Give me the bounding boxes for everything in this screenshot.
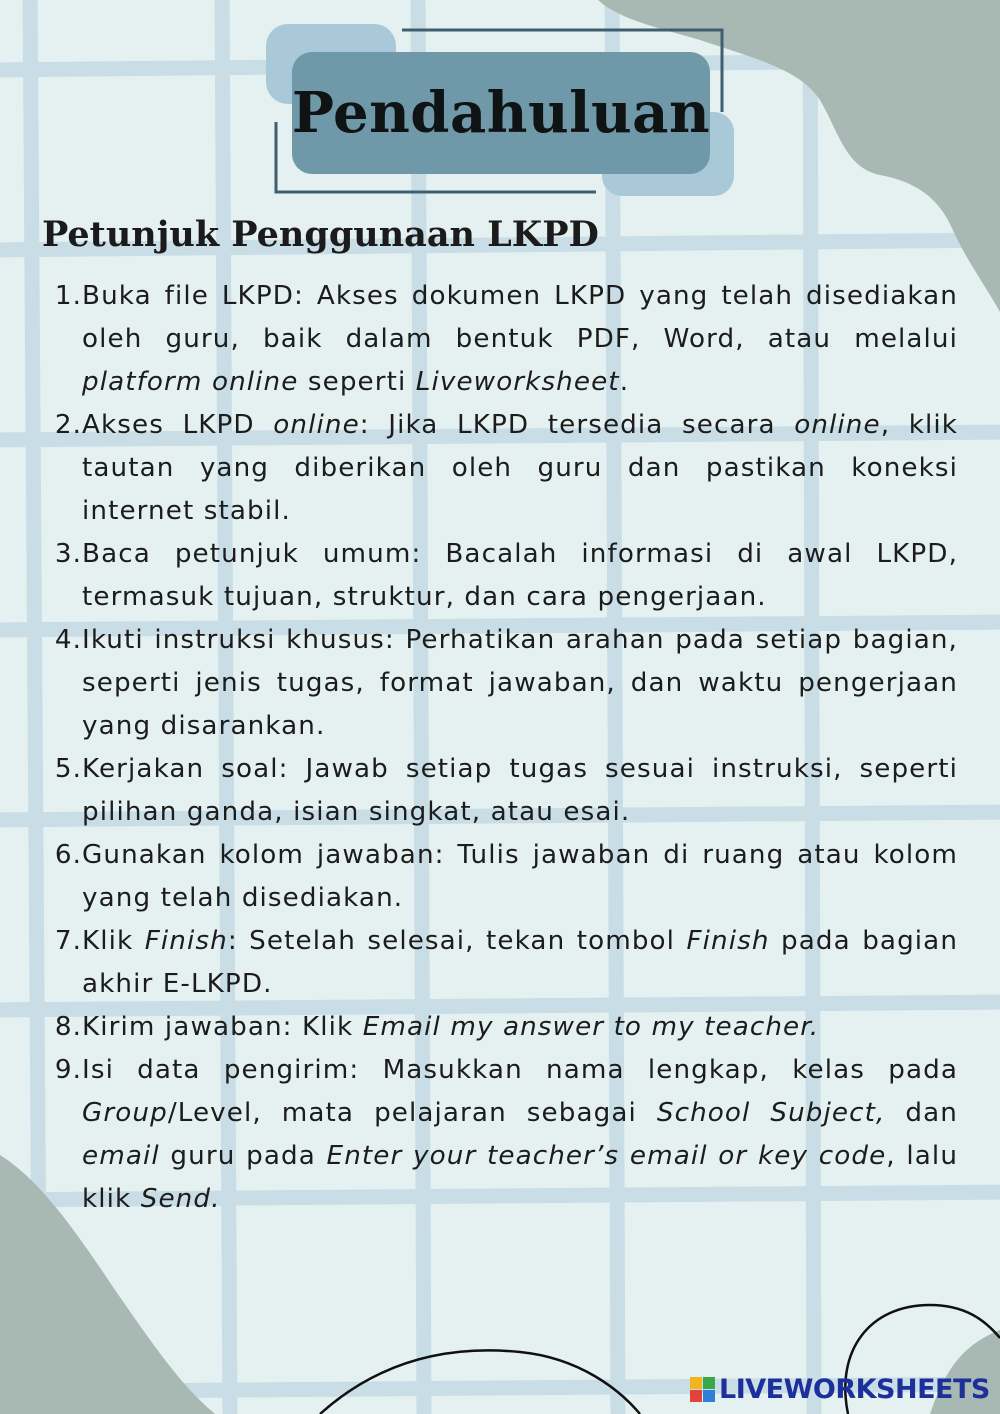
instruction-item xyxy=(46,920,958,1006)
instruction-item xyxy=(46,748,958,834)
section-heading: Petunjuk Penggunaan LKPD xyxy=(42,214,599,255)
instruction-text xyxy=(82,1049,958,1221)
logo-square xyxy=(690,1390,702,1402)
instruction-text xyxy=(82,533,958,619)
instruction-segment: Baca petunjuk umum: Bacalah informasi di awal LKPD, termasuk tujuan, struktur, dan cara pengerjaan. xyxy=(82,539,958,612)
title-banner xyxy=(0,0,1000,220)
instruction-segment: /Level, mata pelajaran sebagai xyxy=(167,1098,657,1128)
instruction-number: 8. xyxy=(54,1012,82,1042)
instruction-text xyxy=(82,920,958,1006)
instruction-segment: pada bagian akhir E-LKPD. xyxy=(82,926,959,999)
liveworksheets-logo-icon xyxy=(690,1377,715,1402)
instruction-number: 1. xyxy=(54,281,82,311)
instruction-segment: Ikuti instruksi khusus: Perhatikan arahan pada setiap bagian, seperti jenis tugas, format jawaban, dan waktu pengerjaan yang disarankan. xyxy=(82,625,958,741)
instruction-segment: Kirim jawaban: Klik xyxy=(82,1012,363,1042)
instruction-number: 4. xyxy=(54,625,82,655)
instruction-term: online xyxy=(273,410,360,440)
instruction-segment: : Jika LKPD tersedia secara xyxy=(359,410,795,440)
instruction-term: Finish xyxy=(144,926,228,956)
logo-text: LIVEWORKSHEETS xyxy=(719,1373,990,1405)
instruction-list xyxy=(46,275,958,1221)
instruction-segment: Buka file LKPD: Akses dokumen LKPD yang telah disediakan oleh guru, baik dalam bentuk PDF, Word, atau melalui xyxy=(82,281,958,354)
instruction-segment: Klik xyxy=(82,926,145,956)
instruction-segment: seperti xyxy=(298,367,416,397)
logo-square xyxy=(703,1377,715,1389)
instruction-term: email xyxy=(82,1141,160,1171)
instruction-term: platform online xyxy=(82,367,299,397)
instruction-text xyxy=(82,619,958,748)
instruction-number: 3. xyxy=(54,539,82,569)
instruction-item xyxy=(46,275,958,404)
instruction-term: Group xyxy=(82,1098,168,1128)
instruction-item xyxy=(46,533,958,619)
instruction-text xyxy=(82,834,958,920)
instruction-number: 2. xyxy=(54,410,82,440)
logo-square xyxy=(703,1390,715,1402)
instruction-segment: Gunakan kolom jawaban: Tulis jawaban di ruang atau kolom yang telah disediakan. xyxy=(82,840,958,913)
instruction-item xyxy=(46,1049,958,1221)
instruction-segment: . xyxy=(619,367,630,397)
liveworksheets-logo xyxy=(690,1372,990,1406)
instruction-term: Send. xyxy=(140,1184,221,1214)
instruction-term: Enter your teacher’s email or key code xyxy=(326,1141,887,1171)
instruction-term: online xyxy=(794,410,881,440)
instruction-number: 5. xyxy=(54,754,82,784)
instruction-term: Liveworksheet xyxy=(415,367,620,397)
instruction-segment: Akses LKPD xyxy=(82,410,274,440)
instruction-term: School Subject, xyxy=(656,1098,886,1128)
instruction-item xyxy=(46,834,958,920)
instruction-segment: dan xyxy=(885,1098,958,1128)
instruction-text xyxy=(82,748,958,834)
instruction-number: 7. xyxy=(54,926,82,956)
instruction-item xyxy=(46,1006,958,1049)
instruction-number: 6. xyxy=(54,840,82,870)
instruction-term: Email my answer to my teacher. xyxy=(362,1012,820,1042)
instruction-segment: Isi data pengirim: Masukkan nama lengkap, kelas pada xyxy=(82,1055,958,1085)
instruction-segment: guru pada xyxy=(159,1141,327,1171)
instruction-segment: , lalu klik xyxy=(82,1141,959,1214)
instruction-segment: , klik tautan yang diberikan oleh guru dan pastikan koneksi internet stabil. xyxy=(82,410,959,526)
instruction-item xyxy=(46,404,958,533)
instruction-text xyxy=(82,404,958,533)
instruction-text xyxy=(82,1006,958,1049)
instruction-segment: : Setelah selesai, tekan tombol xyxy=(227,926,687,956)
logo-square xyxy=(690,1377,702,1389)
instruction-term: Finish xyxy=(686,926,770,956)
page-title: Pendahuluan xyxy=(291,80,711,146)
instruction-number: 9. xyxy=(54,1055,82,1085)
instruction-segment: Kerjakan soal: Jawab setiap tugas sesuai instruksi, seperti pilihan ganda, isian singkat, atau esai. xyxy=(82,754,958,827)
instruction-item xyxy=(46,619,958,748)
instruction-text xyxy=(82,275,958,404)
